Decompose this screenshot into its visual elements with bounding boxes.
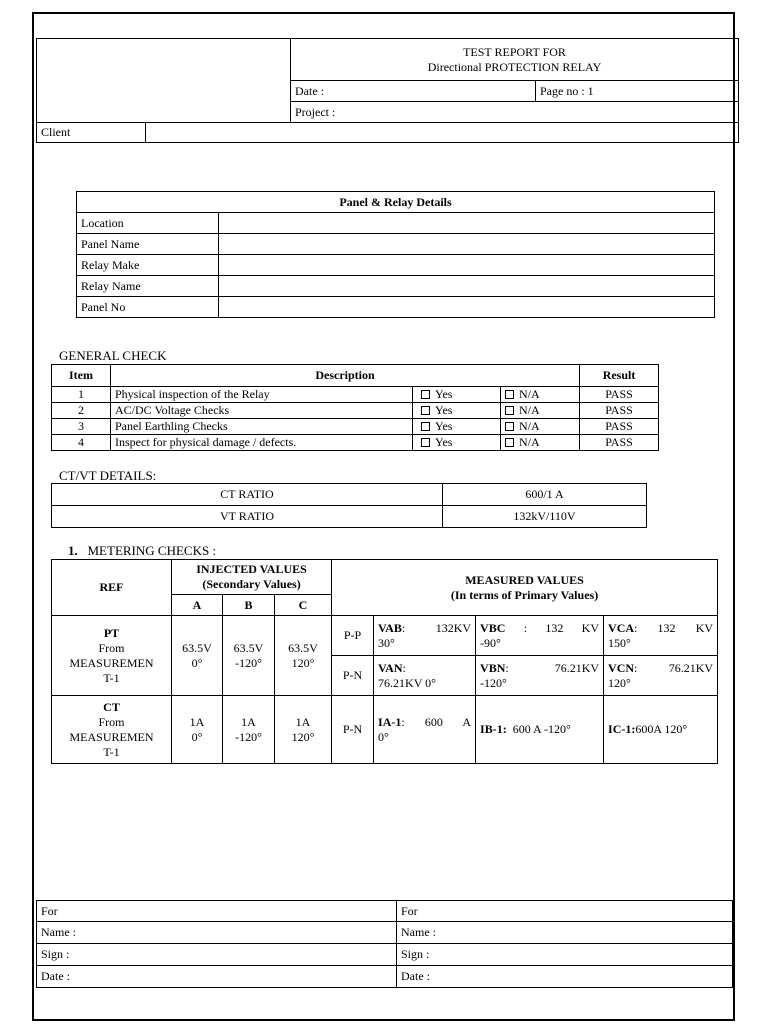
yes-label: Yes <box>435 403 453 417</box>
panel-relay-table <box>76 191 715 318</box>
ct-phase-c <box>275 696 332 764</box>
vbc-value: 132 KV <box>545 620 600 635</box>
pt-pn-label: P-N <box>332 656 374 696</box>
ct-pn-label: P-N <box>332 696 374 764</box>
na-label: N/A <box>519 419 540 433</box>
general-check-table <box>51 364 659 451</box>
ct-ratio-value: 600/1 A <box>443 484 647 506</box>
item-result: PASS <box>580 435 659 451</box>
vcn-angle: 120° <box>608 675 631 690</box>
item-number: 2 <box>52 403 111 419</box>
pt-pp-label: P-P <box>332 616 374 656</box>
signoff-date: Date : <box>37 966 397 988</box>
na-checkbox[interactable] <box>501 403 580 419</box>
ic-label: IC-1: <box>608 722 636 736</box>
item-number: 1 <box>52 387 111 403</box>
value-line-2: -120° <box>235 655 262 670</box>
checkbox-icon <box>421 422 430 431</box>
yes-checkbox[interactable] <box>413 435 501 451</box>
panel-relay-value <box>219 276 715 297</box>
vca-value: 132 KV <box>657 620 714 635</box>
vab-cell: VAB: 132KV 30° <box>374 616 476 656</box>
vbn-label: VBN <box>480 660 506 675</box>
vab-value: 132KV <box>435 620 472 635</box>
item-description: AC/DC Voltage Checks <box>111 403 413 419</box>
yes-label: Yes <box>435 419 453 433</box>
ib-label: IB-1: <box>480 722 507 736</box>
pt-ref <box>52 616 172 696</box>
panel-relay-value <box>219 297 715 318</box>
panel-relay-value <box>219 255 715 276</box>
vcn-value: 76.21KV <box>668 660 714 675</box>
vbc-angle: -90° <box>480 635 501 650</box>
vca-angle: 150° <box>608 635 631 650</box>
panel-relay-title: Panel & Relay Details <box>77 192 715 213</box>
ct-ratio-label: CT RATIO <box>52 484 443 506</box>
checkbox-icon <box>505 422 514 431</box>
ia-angle: 0° <box>378 729 389 744</box>
phase-a-header: A <box>172 595 223 616</box>
ct-ref <box>52 696 172 764</box>
col-result: Result <box>580 365 659 387</box>
signoff-name: Name : <box>397 922 733 944</box>
section-number: 1. <box>68 543 78 558</box>
client-label: Client <box>37 123 146 143</box>
injected-header <box>172 560 332 595</box>
signoff-for: For <box>37 901 397 922</box>
page-number: Page no : 1 <box>536 81 739 102</box>
vab-label: VAB <box>378 620 402 635</box>
value-line-1: 63.5V <box>233 640 264 655</box>
metering-heading <box>68 543 216 559</box>
na-label: N/A <box>519 403 540 417</box>
ct-source-1: MEASUREMEN <box>69 729 154 744</box>
pt-phase-c <box>275 616 332 696</box>
pt-from: From <box>98 640 125 655</box>
value-line-1: 63.5V <box>182 640 212 655</box>
checkbox-icon <box>421 406 430 415</box>
general-check-row <box>52 435 659 451</box>
vab-angle: 30° <box>378 635 395 650</box>
checkbox-icon <box>421 390 430 399</box>
yes-label: Yes <box>435 435 453 449</box>
title-line-1: TEST REPORT FOR <box>463 44 566 59</box>
signoff-date: Date : <box>397 966 733 988</box>
value-line-2: 120° <box>291 655 315 670</box>
ib-cell <box>476 696 604 764</box>
ic-value: 600A 120° <box>635 722 688 736</box>
panel-relay-value <box>219 213 715 234</box>
injected-header-2: (Secondary Values) <box>202 577 301 591</box>
checkbox-icon <box>505 406 514 415</box>
yes-checkbox[interactable] <box>413 403 501 419</box>
van-label: VAN <box>378 660 403 675</box>
vca-cell: VCA: 132 KV 150° <box>604 616 718 656</box>
vbc-label: VBC <box>480 620 506 635</box>
measured-header-1: MEASURED VALUES <box>465 572 584 587</box>
item-result: PASS <box>580 403 659 419</box>
vcn-cell: VCN: 76.21KV 120° <box>604 656 718 696</box>
pt-title: PT <box>103 625 120 640</box>
col-description: Description <box>111 365 580 387</box>
yes-label: Yes <box>435 387 453 401</box>
vbn-value: 76.21KV <box>554 660 600 675</box>
value-line-2: 120° <box>291 729 315 744</box>
signoff-name: Name : <box>37 922 397 944</box>
measured-header <box>332 560 718 616</box>
ref-header: REF <box>52 560 172 616</box>
item-number: 4 <box>52 435 111 451</box>
checkbox-icon <box>505 390 514 399</box>
van-cell: VAN: 76.21KV 0° <box>374 656 476 696</box>
vca-label: VCA <box>608 620 635 635</box>
col-item: Item <box>52 365 111 387</box>
ic-cell <box>604 696 718 764</box>
ia-label: IA-1 <box>378 714 402 729</box>
signoff-table <box>36 900 733 988</box>
general-check-row <box>52 419 659 435</box>
ctvt-table <box>51 483 647 528</box>
item-description: Physical inspection of the Relay <box>111 387 413 403</box>
injected-header-1: INJECTED VALUES <box>196 562 307 576</box>
general-check-heading: GENERAL CHECK <box>59 348 167 363</box>
title-line-2: Directional PROTECTION RELAY <box>427 59 602 74</box>
vt-ratio-label: VT RATIO <box>52 506 443 528</box>
checkbox-icon <box>421 438 430 447</box>
signoff-sign: Sign : <box>37 944 397 966</box>
vbn-angle: -120° <box>480 675 507 690</box>
vt-ratio-value: 132kV/110V <box>443 506 647 528</box>
pt-phase-a <box>172 616 223 696</box>
ia-value: 600 A <box>424 714 472 729</box>
metering-table <box>51 559 718 764</box>
logo-area <box>37 39 291 123</box>
value-line-2: 0° <box>191 655 203 670</box>
pt-phase-b <box>223 616 275 696</box>
item-description: Inspect for physical damage / defects. <box>111 435 413 451</box>
vbc-cell: VBC : 132 KV -90° <box>476 616 604 656</box>
phase-b-header: B <box>223 595 275 616</box>
panel-relay-label: Location <box>77 213 219 234</box>
van-angle: 76.21KV 0° <box>378 675 436 690</box>
general-check-row <box>52 403 659 419</box>
value-line-1: 1A <box>241 714 256 729</box>
ib-value: 600 A -120° <box>512 722 571 736</box>
value-line-2: 0° <box>191 729 203 744</box>
ia-cell: IA-1: 600 A 0° <box>374 696 476 764</box>
na-checkbox[interactable] <box>501 419 580 435</box>
date-field: Date : <box>291 81 536 102</box>
pt-source-2: T-1 <box>103 670 120 685</box>
value-line-2: -120° <box>235 729 262 744</box>
signoff-for: For <box>397 901 733 922</box>
value-line-1: 1A <box>189 714 205 729</box>
item-result: PASS <box>580 419 659 435</box>
client-row <box>36 122 739 143</box>
measured-header-2: (In terms of Primary Values) <box>450 587 599 602</box>
na-label: N/A <box>519 435 540 449</box>
project-field: Project : <box>291 102 739 123</box>
report-header <box>36 38 739 123</box>
ct-phase-a <box>172 696 223 764</box>
item-number: 3 <box>52 419 111 435</box>
item-result: PASS <box>580 387 659 403</box>
report-title <box>291 39 739 81</box>
na-checkbox[interactable] <box>501 387 580 403</box>
na-checkbox[interactable] <box>501 435 580 451</box>
checkbox-icon <box>505 438 514 447</box>
signoff-sign: Sign : <box>397 944 733 966</box>
ct-title: CT <box>103 699 120 714</box>
ct-phase-b <box>223 696 275 764</box>
client-value <box>146 123 739 143</box>
ctvt-heading: CT/VT DETAILS: <box>59 468 157 483</box>
ct-source-2: T-1 <box>103 744 120 759</box>
vcn-label: VCN <box>608 660 635 675</box>
item-description: Panel Earthling Checks <box>111 419 413 435</box>
panel-relay-value <box>219 234 715 255</box>
panel-relay-label: Relay Name <box>77 276 219 297</box>
yes-checkbox[interactable] <box>413 387 501 403</box>
metering-heading-text: METERING CHECKS : <box>87 543 217 558</box>
ct-from: From <box>98 714 125 729</box>
phase-c-header: C <box>275 595 332 616</box>
general-check-row <box>52 387 659 403</box>
na-label: N/A <box>519 387 540 401</box>
value-line-1: 63.5V <box>288 640 318 655</box>
value-line-1: 1A <box>295 714 311 729</box>
panel-relay-label: Relay Make <box>77 255 219 276</box>
pt-source-1: MEASUREMEN <box>69 655 154 670</box>
panel-relay-label: Panel No <box>77 297 219 318</box>
panel-relay-label: Panel Name <box>77 234 219 255</box>
yes-checkbox[interactable] <box>413 419 501 435</box>
vbn-cell: VBN: 76.21KV -120° <box>476 656 604 696</box>
